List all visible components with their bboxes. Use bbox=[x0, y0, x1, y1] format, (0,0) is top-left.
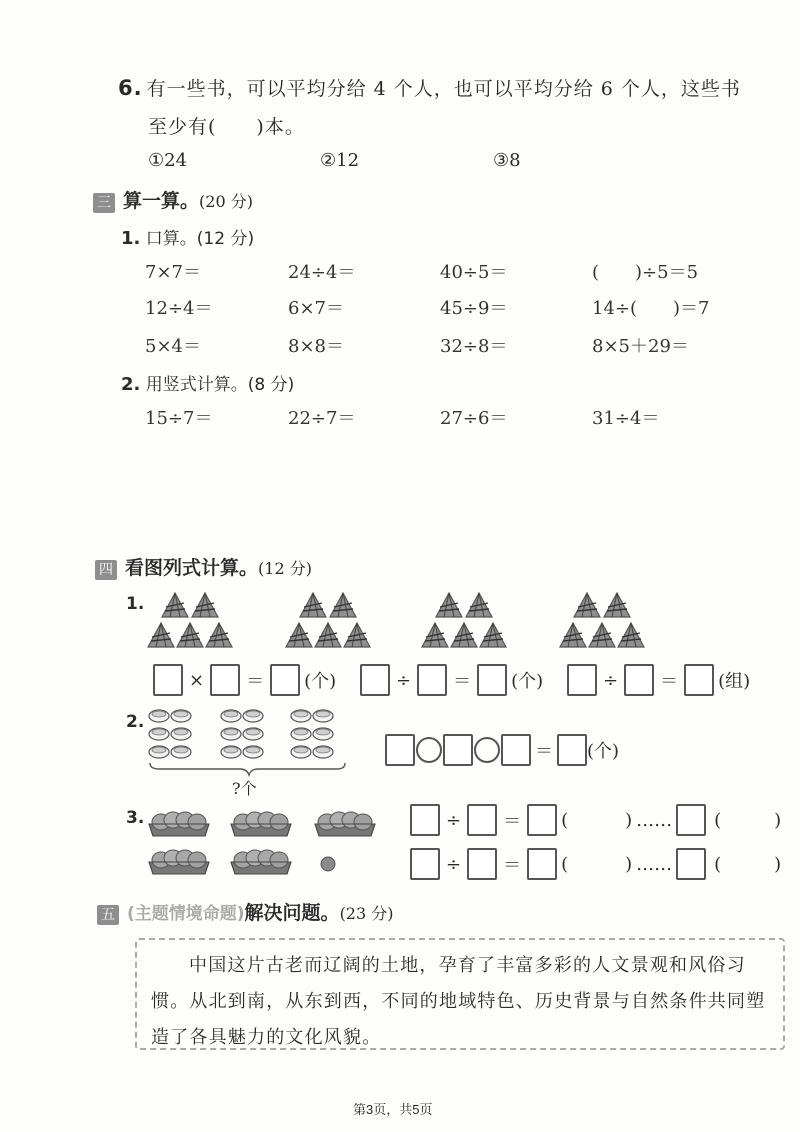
operator: ÷ bbox=[446, 853, 462, 875]
unit-label: (个) bbox=[304, 671, 337, 692]
section-tag: 三 bbox=[93, 193, 115, 213]
story-text: 中国这片古老而辽阔的土地，孕育了丰富多彩的人文景观和风俗习惯。从北到南，从东到西，不同的地域特色、历史背景与自然条件共同塑造了各具魅力的文化风貌。 bbox=[151, 955, 766, 1048]
paren-open: ( bbox=[714, 853, 722, 875]
theme-label: (主题情境命题) bbox=[127, 904, 245, 924]
zongzi-icon bbox=[480, 623, 506, 647]
subquestion-text: 口算。(12 分) bbox=[145, 229, 255, 249]
section-score: (23 分) bbox=[339, 904, 394, 923]
answer-box[interactable] bbox=[153, 664, 183, 696]
mooncake-picture bbox=[145, 705, 360, 777]
oral-problem: 32÷8＝ bbox=[440, 336, 508, 357]
tray-picture bbox=[145, 806, 385, 880]
brace-label: ?个 bbox=[232, 779, 257, 798]
question-number: 6. bbox=[118, 76, 143, 100]
oral-problem: 5×4＝ bbox=[145, 336, 201, 357]
equation-divide-2 bbox=[567, 664, 750, 696]
problem-2-number: 2. bbox=[126, 712, 145, 732]
unit-label: (组) bbox=[718, 671, 751, 692]
operator: ＝ bbox=[503, 811, 522, 832]
vertical-problem: 31÷4＝ bbox=[592, 408, 660, 429]
paren-open: ( bbox=[561, 853, 569, 875]
mooncake-group-3 bbox=[291, 710, 333, 758]
paren-close: ) bbox=[774, 809, 782, 831]
zongzi-icon bbox=[422, 623, 448, 647]
operator-circle[interactable] bbox=[474, 737, 500, 763]
zongzi-icon bbox=[560, 623, 586, 647]
answer-box[interactable] bbox=[557, 734, 587, 766]
operator: ＝ bbox=[535, 741, 553, 762]
operator: ÷ bbox=[603, 669, 619, 691]
story-box bbox=[135, 938, 785, 1050]
unit-label: (个) bbox=[511, 671, 544, 692]
answer-box[interactable] bbox=[527, 848, 557, 880]
vertical-problem: 27÷6＝ bbox=[440, 408, 508, 429]
answer-box[interactable] bbox=[676, 804, 706, 836]
zongzi-icon bbox=[589, 623, 615, 647]
paren-open: ( bbox=[561, 809, 569, 831]
question-6-line2: 至少有( )本。 bbox=[148, 116, 305, 138]
zongzi-icon bbox=[286, 623, 312, 647]
answer-box[interactable] bbox=[676, 848, 706, 880]
tray-icon bbox=[149, 850, 209, 874]
zongzi-icon bbox=[162, 593, 188, 617]
answer-box[interactable] bbox=[567, 664, 597, 696]
zongzi-icon bbox=[206, 623, 232, 647]
section-tag: 五 bbox=[97, 905, 119, 925]
answer-box[interactable] bbox=[410, 848, 440, 880]
operator: ＝ bbox=[453, 671, 472, 692]
answer-box[interactable] bbox=[443, 734, 473, 766]
remainder-dots: …… bbox=[636, 853, 673, 875]
zongzi-icon bbox=[330, 593, 356, 617]
equation-multiply bbox=[153, 664, 336, 696]
zongzi-icon bbox=[315, 623, 341, 647]
section-3-header bbox=[93, 186, 253, 213]
tray-icon bbox=[315, 812, 375, 836]
subquestion-number: 1. bbox=[121, 228, 141, 249]
zongzi-icon bbox=[300, 593, 326, 617]
zongzi-icon bbox=[344, 623, 370, 647]
answer-box[interactable] bbox=[467, 804, 497, 836]
zongzi-group-3 bbox=[422, 593, 506, 647]
oral-problem: ( )÷5＝5 bbox=[592, 262, 699, 283]
answer-box[interactable] bbox=[467, 848, 497, 880]
section-title: 看图列式计算。 bbox=[125, 557, 259, 579]
zongzi-icon bbox=[436, 593, 462, 617]
oral-problem: 12÷4＝ bbox=[145, 298, 213, 319]
oral-problem: 40÷5＝ bbox=[440, 262, 508, 283]
answer-box[interactable] bbox=[417, 664, 447, 696]
zongzi-icon bbox=[618, 623, 644, 647]
subquestion-number: 2. bbox=[121, 374, 141, 395]
operator: ÷ bbox=[446, 809, 462, 831]
oral-problem: 45÷9＝ bbox=[440, 298, 508, 319]
paren-close: ) bbox=[625, 853, 633, 875]
equation-remainder-2 bbox=[410, 848, 781, 880]
answer-box[interactable] bbox=[684, 664, 714, 696]
paren-close: ) bbox=[774, 853, 782, 875]
answer-box[interactable] bbox=[385, 734, 415, 766]
zongzi-icon bbox=[574, 593, 600, 617]
section-5-header bbox=[97, 898, 394, 925]
zongzi-icon bbox=[604, 593, 630, 617]
tray-icon bbox=[231, 812, 291, 836]
section-score: (20 分) bbox=[199, 192, 253, 211]
oral-problem: 8×8＝ bbox=[288, 336, 344, 357]
single-item-icon bbox=[321, 857, 335, 871]
answer-box[interactable] bbox=[360, 664, 390, 696]
option-2[interactable]: ②12 bbox=[320, 150, 360, 171]
operator: ＝ bbox=[246, 671, 265, 692]
page-footer: 第3页，共5页 bbox=[353, 1102, 433, 1117]
problem-3-number: 3. bbox=[126, 808, 145, 828]
answer-box[interactable] bbox=[501, 734, 531, 766]
oral-problem: 7×7＝ bbox=[145, 262, 201, 283]
zongzi-group-1 bbox=[148, 593, 232, 647]
brace bbox=[150, 763, 345, 775]
operator-circle[interactable] bbox=[416, 737, 442, 763]
question-6-line1 bbox=[118, 74, 741, 101]
section-title: 算一算。 bbox=[123, 190, 200, 212]
oral-problem: 14÷( )＝7 bbox=[592, 298, 710, 319]
question-6-text: 有一些书，可以平均分给 4 个人，也可以平均分给 6 个人，这些书 bbox=[146, 78, 741, 100]
paren-close: ) bbox=[625, 809, 633, 831]
section-title: 解决问题。 bbox=[244, 902, 340, 924]
option-3[interactable]: ③8 bbox=[493, 150, 521, 171]
section-4-header bbox=[95, 553, 312, 580]
paren-open: ( bbox=[714, 809, 722, 831]
unit-label: (个) bbox=[587, 741, 620, 762]
zongzi-icon bbox=[177, 623, 203, 647]
remainder-dots: …… bbox=[636, 809, 673, 831]
answer-box[interactable] bbox=[210, 664, 240, 696]
vertical-problem: 22÷7＝ bbox=[288, 408, 356, 429]
mooncake-group-1 bbox=[149, 710, 191, 758]
vertical-problem: 15÷7＝ bbox=[145, 408, 213, 429]
oral-problem: 24÷4＝ bbox=[288, 262, 356, 283]
subquestion-text: 用竖式计算。(8 分) bbox=[145, 375, 295, 395]
mooncake-group-2 bbox=[221, 710, 263, 758]
operator: ＝ bbox=[660, 671, 679, 692]
option-1[interactable]: ①24 bbox=[148, 150, 188, 171]
operator: ＝ bbox=[503, 855, 522, 876]
zongzi-icon bbox=[192, 593, 218, 617]
tray-icon bbox=[149, 812, 209, 836]
answer-box[interactable] bbox=[624, 664, 654, 696]
zongzi-group-4 bbox=[560, 593, 644, 647]
tray-icon bbox=[231, 850, 291, 874]
answer-box[interactable] bbox=[270, 664, 300, 696]
zongzi-icon bbox=[451, 623, 477, 647]
answer-box[interactable] bbox=[527, 804, 557, 836]
zongzi-icon bbox=[466, 593, 492, 617]
subquestion-2-title bbox=[121, 370, 294, 395]
zongzi-group-2 bbox=[286, 593, 370, 647]
equation-remainder-1 bbox=[410, 804, 781, 836]
subquestion-1-title bbox=[121, 224, 254, 249]
answer-box[interactable] bbox=[477, 664, 507, 696]
answer-box[interactable] bbox=[410, 804, 440, 836]
operator: ÷ bbox=[396, 669, 412, 691]
problem-1-number: 1. bbox=[126, 594, 145, 614]
oral-problem: 6×7＝ bbox=[288, 298, 344, 319]
section-score: (12 分) bbox=[258, 559, 312, 578]
equation-mooncake bbox=[385, 734, 619, 766]
zongzi-picture bbox=[145, 588, 795, 654]
oral-problem: 8×5＋29＝ bbox=[592, 336, 689, 357]
zongzi-icon bbox=[148, 623, 174, 647]
operator: × bbox=[189, 669, 205, 691]
section-tag: 四 bbox=[95, 560, 117, 580]
equation-divide-1 bbox=[360, 664, 543, 696]
